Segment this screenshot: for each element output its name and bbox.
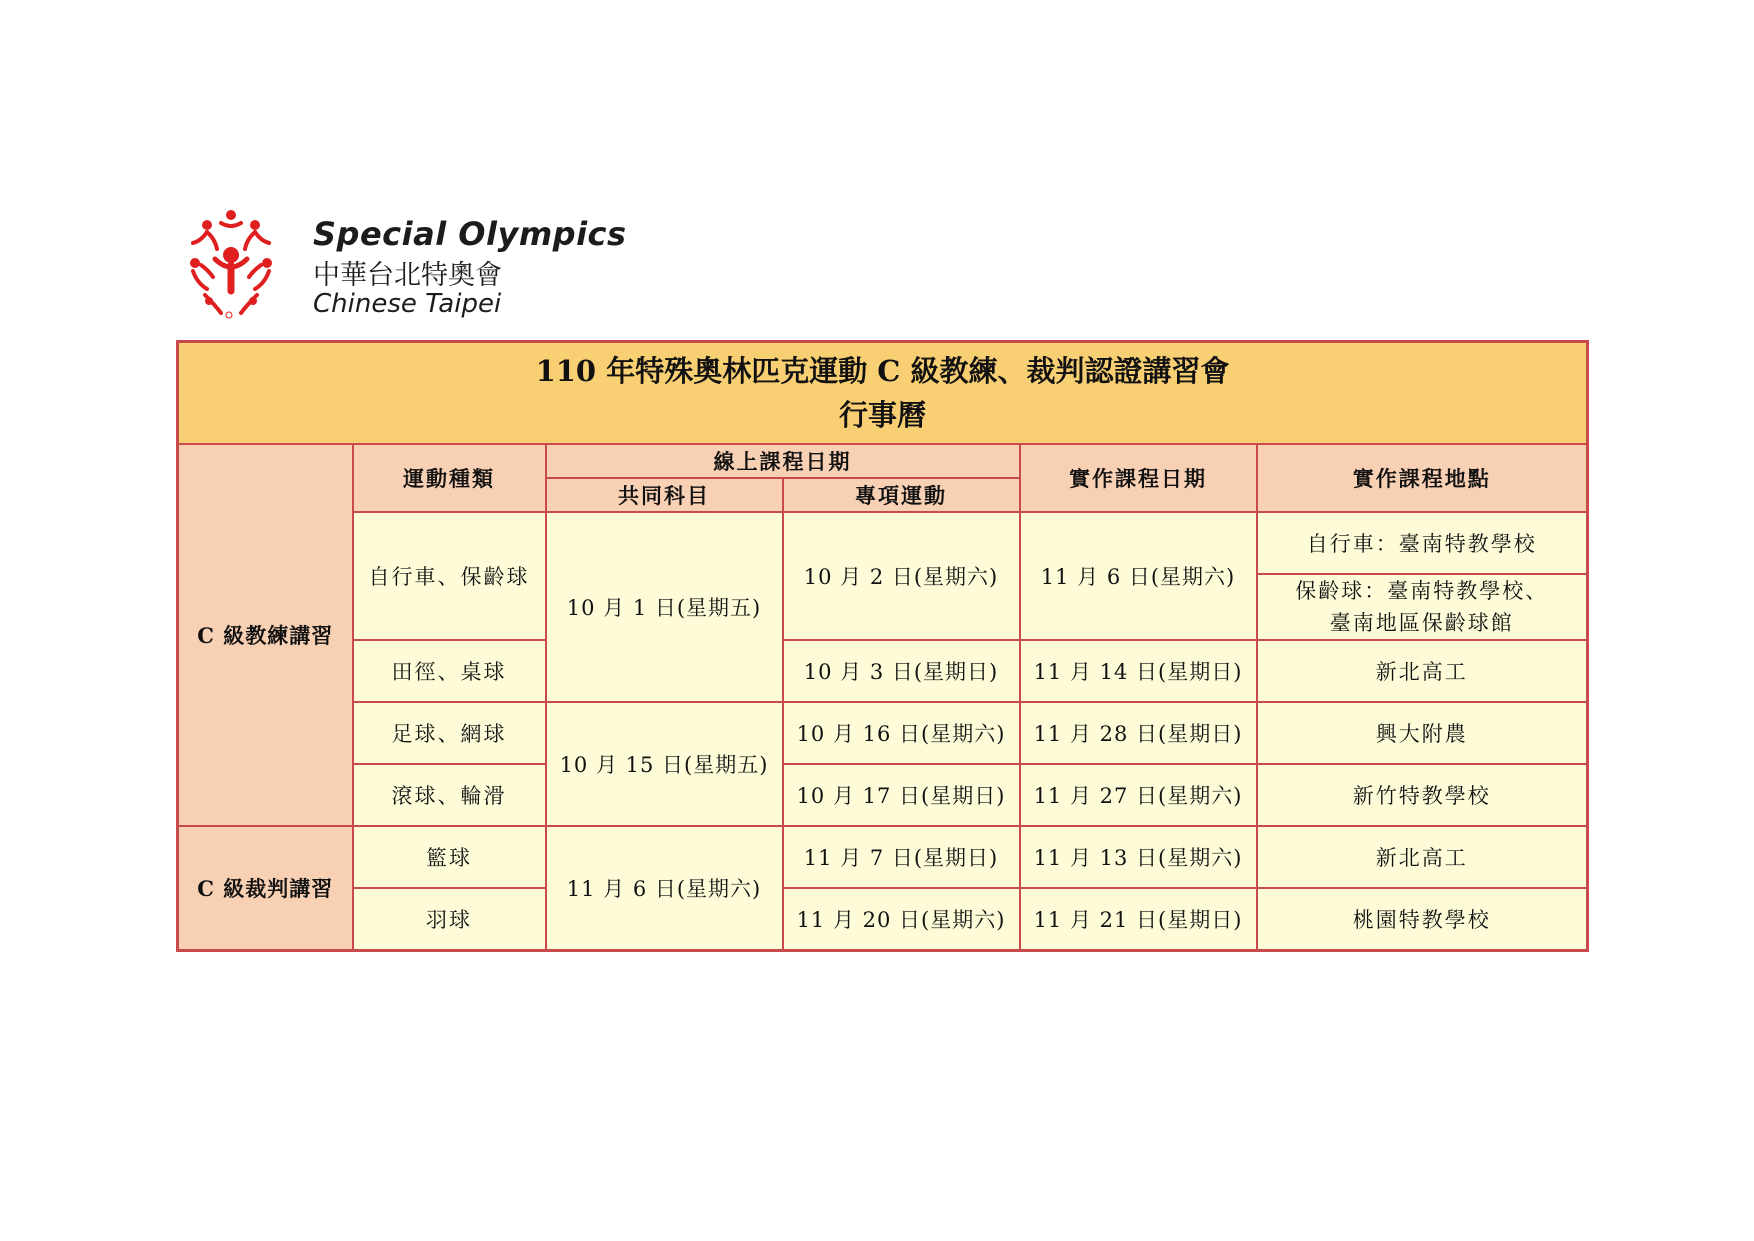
special-date-cell: 10 月 3 日(星期日) <box>783 640 1020 702</box>
location-cell: 新竹特教學校 <box>1257 764 1588 826</box>
location-cell: 桃園特教學校 <box>1257 888 1588 950</box>
table-row <box>178 702 1588 764</box>
location-line: 臺南地區保齡球館 <box>1329 611 1514 635</box>
group-referee: C 級裁判講習 <box>178 826 353 950</box>
practical-date-cell: 11 月 14 日(星期日) <box>1020 640 1257 702</box>
location-cell: 新北高工 <box>1257 640 1588 702</box>
logo-brand-text: Special Olympics <box>313 215 627 253</box>
sport-cell: 籃球 <box>353 826 546 888</box>
logo-english-name: Chinese Taipei <box>313 289 502 319</box>
schedule-table <box>176 340 1589 952</box>
practical-date-cell: 11 月 13 日(星期六) <box>1020 826 1257 888</box>
sport-cell: 足球、網球 <box>353 702 546 764</box>
header-online: 線上課程日期 <box>546 444 1020 478</box>
common-date-cell: 11 月 6 日(星期六) <box>546 826 783 950</box>
header-practical-date: 實作課程日期 <box>1020 444 1257 512</box>
special-date-cell: 10 月 16 日(星期六) <box>783 702 1020 764</box>
table-subtitle: 行事曆 <box>839 398 927 432</box>
special-date-cell: 11 月 7 日(星期日) <box>783 826 1020 888</box>
sport-cell: 自行車、保齡球 <box>353 512 546 640</box>
sport-cell: 田徑、桌球 <box>353 640 546 702</box>
location-cell <box>1257 574 1588 640</box>
common-date-cell: 10 月 1 日(星期五) <box>546 512 783 702</box>
table-row <box>178 512 1588 574</box>
special-date-cell: 11 月 20 日(星期六) <box>783 888 1020 950</box>
special-date-cell: 10 月 17 日(星期日) <box>783 764 1020 826</box>
location-cell: 新北高工 <box>1257 826 1588 888</box>
logo <box>185 205 655 325</box>
practical-date-cell: 11 月 6 日(星期六) <box>1020 512 1257 640</box>
location-cell: 自行車：臺南特教學校 <box>1257 512 1588 574</box>
table-row <box>178 888 1588 950</box>
logo-chinese-name: 中華台北特奧會 <box>313 260 502 291</box>
table-row <box>178 764 1588 826</box>
header-common: 共同科目 <box>546 478 783 512</box>
group-coach: C 級教練講習 <box>178 444 353 826</box>
table-title-cell <box>178 342 1588 445</box>
common-date-cell: 10 月 15 日(星期五) <box>546 702 783 826</box>
practical-date-cell: 11 月 27 日(星期六) <box>1020 764 1257 826</box>
header-practical-location: 實作課程地點 <box>1257 444 1588 512</box>
special-date-cell: 10 月 2 日(星期六) <box>783 512 1020 640</box>
practical-date-cell: 11 月 28 日(星期日) <box>1020 702 1257 764</box>
special-olympics-emblem-icon <box>185 205 277 321</box>
table-title: 110 年特殊奧林匹克運動 C 級教練、裁判認證講習會 <box>535 354 1230 388</box>
sport-cell: 滾球、輪滑 <box>353 764 546 826</box>
practical-date-cell: 11 月 21 日(星期日) <box>1020 888 1257 950</box>
header-sport: 運動種類 <box>353 444 546 512</box>
sport-cell: 羽球 <box>353 888 546 950</box>
table-row <box>178 826 1588 888</box>
location-cell: 興大附農 <box>1257 702 1588 764</box>
location-line: 保齡球：臺南特教學校、 <box>1295 579 1549 603</box>
table-row <box>178 640 1588 702</box>
header-special: 專項運動 <box>783 478 1020 512</box>
